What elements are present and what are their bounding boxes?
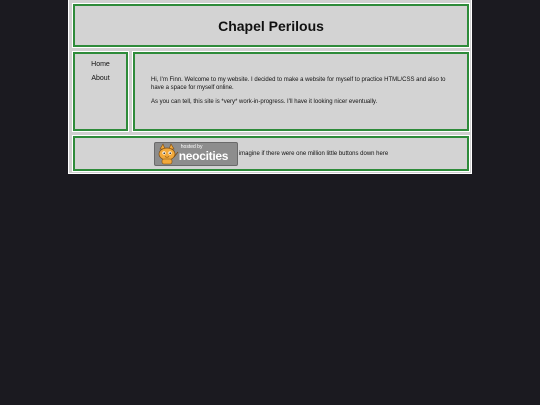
nav-link-about[interactable]: About: [91, 75, 110, 82]
neocities-cat-icon: [155, 143, 179, 165]
page-container: [68, 0, 472, 174]
nav-panel: [73, 52, 128, 131]
neocities-badge[interactable]: [154, 142, 238, 166]
content-panel: [133, 52, 469, 131]
header-panel: [73, 4, 469, 47]
badge-text: [179, 145, 228, 162]
intro-paragraph: Hi, I'm Finn. Welcome to my website. I decided to make a website for myself to practice HTML/CSS and also to have a space for myself online.: [151, 77, 446, 91]
badge-hosted-label: hosted by: [180, 144, 203, 150]
nav-link-home[interactable]: Home: [91, 61, 110, 68]
site-title: Chapel Perilous: [218, 17, 324, 34]
footer-text: imagine if there were one million little buttons down here: [238, 150, 389, 157]
badge-name: neocities: [178, 149, 229, 163]
footer-panel: [73, 136, 469, 171]
wip-paragraph: As you can tell, this site is *very* work-in-progress. I'll have it looking nicer eventually.: [151, 99, 378, 105]
